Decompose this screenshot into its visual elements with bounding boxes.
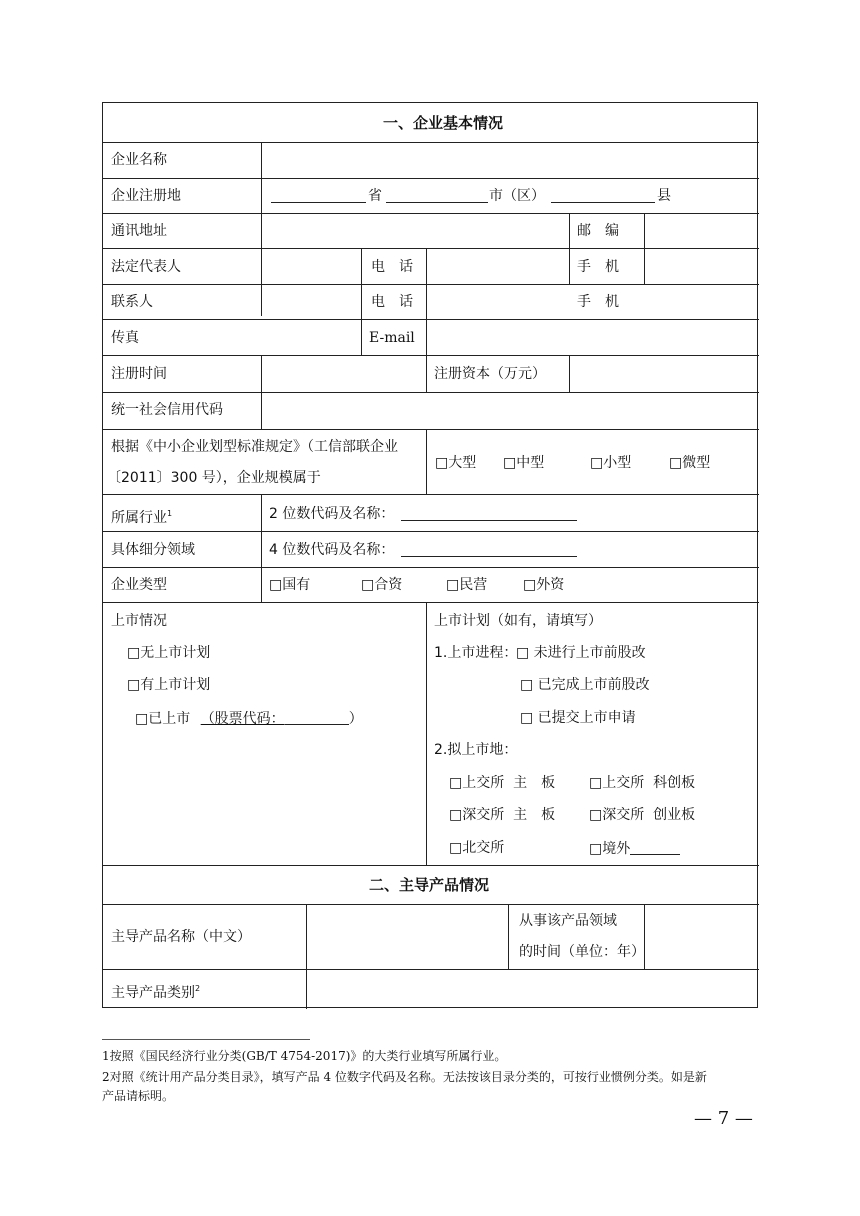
legal-rep-field[interactable] xyxy=(262,249,360,284)
footnote-2-line1: 2对照《统计用产品分类目录》，填写产品 4 位数字代码及名称。无法按该目录分类的，可按行业惯例分类。如是新 xyxy=(102,1070,707,1084)
address-label: 通讯地址 xyxy=(111,223,167,239)
postcode-field[interactable] xyxy=(645,214,758,248)
contact-mobile-field[interactable] xyxy=(645,285,758,319)
email-label: E-mail xyxy=(369,330,415,346)
venue-option-szse-chinext[interactable]: □深交所 创业板 xyxy=(589,807,696,823)
listing-plan-label: 上市计划（如有，请填写） xyxy=(434,613,602,629)
field-time-field[interactable] xyxy=(645,905,758,969)
product-category-label: 主导产品类别$^2$ xyxy=(111,984,201,1001)
row-divider xyxy=(103,865,759,866)
listing-option-has-plan[interactable]: □有上市计划 xyxy=(127,677,211,693)
footnote-ref-2: 2 xyxy=(195,984,201,993)
stock-code-label: （股票代码： xyxy=(200,711,285,727)
listing-option-no-plan[interactable]: □无上市计划 xyxy=(127,645,211,661)
venue-option-overseas[interactable] xyxy=(589,840,680,857)
type-option-jv[interactable]: □合资 xyxy=(361,577,403,593)
company-name-field[interactable] xyxy=(262,143,758,178)
section-title: 二、主导产品情况 xyxy=(369,876,490,894)
progress-option-2[interactable]: □ 已完成上市前股改 xyxy=(520,677,650,693)
venue-label: 2.拟上市地： xyxy=(434,742,518,758)
progress-option-1[interactable]: □ 未进行上市前股改 xyxy=(516,645,646,661)
reg-time-label: 注册时间 xyxy=(111,366,167,382)
stock-code-blank[interactable] xyxy=(285,710,349,725)
listing-option-listed[interactable] xyxy=(135,710,363,727)
col-divider xyxy=(261,494,262,602)
city-blank[interactable] xyxy=(386,188,488,203)
col-divider xyxy=(569,213,570,284)
industry-label: 所属行业$^1$ xyxy=(111,509,173,526)
postcode-label: 邮 编 xyxy=(577,223,619,239)
row-divider xyxy=(103,429,759,430)
reg-capital-field[interactable] xyxy=(570,356,758,392)
venue-option-szse-main[interactable]: □深交所 主 板 xyxy=(449,807,556,823)
row-divider xyxy=(103,494,759,495)
subfield-label: 具体细分领域 xyxy=(111,542,195,558)
page-number: — 7 — xyxy=(694,1108,753,1129)
legal-rep-mobile-field[interactable] xyxy=(645,249,758,284)
stock-code-close: ） xyxy=(348,711,363,727)
row-divider xyxy=(103,567,759,568)
reg-time-field[interactable] xyxy=(262,356,425,392)
contact-phone-label: 电 话 xyxy=(371,294,413,310)
enterprise-info-form xyxy=(102,102,758,1008)
listed-label: □已上市 xyxy=(135,711,191,727)
venue-option-sse-main[interactable]: □上交所 主 板 xyxy=(449,775,556,791)
product-category-field[interactable] xyxy=(307,970,758,1008)
type-label: 企业类型 xyxy=(111,577,167,593)
province-blank[interactable] xyxy=(271,188,366,203)
scale-option-micro[interactable]: □微型 xyxy=(669,455,711,471)
row-divider xyxy=(103,531,759,532)
type-option-foreign[interactable]: □外资 xyxy=(523,577,565,593)
scale-label-line2: 〔2011〕300 号），企业规模属于 xyxy=(107,470,321,486)
progress-option-3[interactable]: □ 已提交上市申请 xyxy=(520,710,636,726)
scale-option-large[interactable]: □大型 xyxy=(435,455,477,471)
credit-code-label: 统一社会信用代码 xyxy=(111,402,223,418)
credit-code-field[interactable] xyxy=(262,393,758,429)
product-name-field[interactable] xyxy=(307,905,507,969)
col-divider xyxy=(508,904,509,969)
type-option-private[interactable]: □民营 xyxy=(446,577,488,593)
overseas-blank[interactable] xyxy=(630,840,680,855)
industry-value-label: 2 位数代码及名称： xyxy=(269,506,395,522)
subfield-value-label: 4 位数代码及名称： xyxy=(269,542,395,558)
legal-rep-phone-field[interactable] xyxy=(427,249,568,284)
industry-code-blank[interactable] xyxy=(401,506,577,521)
email-field[interactable] xyxy=(427,320,758,355)
section-title: 一、企业基本情况 xyxy=(383,114,504,132)
venue-option-sse-star[interactable]: □上交所 科创板 xyxy=(589,775,696,791)
county-label: 县 xyxy=(657,188,671,204)
contact-label: 联系人 xyxy=(111,294,153,310)
footnote-2-line2: 产品请标明。 xyxy=(102,1089,175,1103)
fax-label: 传真 xyxy=(111,330,139,346)
contact-phone-field[interactable] xyxy=(427,285,568,319)
province-label: 省 xyxy=(368,188,382,204)
field-time-label-line2: 的时间（单位：年） xyxy=(519,944,645,960)
row-divider xyxy=(103,602,759,603)
progress-label: 1.上市进程： xyxy=(434,645,518,661)
fax-field[interactable] xyxy=(262,320,360,355)
legal-rep-label: 法定代表人 xyxy=(111,259,181,275)
contact-field[interactable] xyxy=(262,285,360,319)
city-label: 市（区） xyxy=(489,188,545,204)
type-option-state[interactable]: □国有 xyxy=(269,577,311,593)
product-name-label: 主导产品名称（中文） xyxy=(111,929,251,945)
legal-rep-mobile-label: 手 机 xyxy=(577,259,619,275)
venue-option-bse[interactable]: □北交所 xyxy=(449,840,505,856)
listing-label: 上市情况 xyxy=(111,613,167,629)
col-divider xyxy=(426,429,427,494)
scale-label-line1: 根据《中小企业划型标准规定》（工信部联企业 xyxy=(111,439,398,455)
registered-place-label: 企业注册地 xyxy=(111,188,181,204)
reg-capital-label: 注册资本（万元） xyxy=(434,366,546,382)
scale-option-small[interactable]: □小型 xyxy=(590,455,632,471)
col-divider xyxy=(361,248,362,355)
footnote-1: 1按照《国民经济行业分类(GB/T 4754-2017)》的大类行业填写所属行业。 xyxy=(102,1049,507,1063)
row-divider xyxy=(103,178,759,179)
contact-mobile-label: 手 机 xyxy=(577,294,619,310)
col-divider xyxy=(426,355,427,392)
county-blank[interactable] xyxy=(551,188,655,203)
footnote-divider xyxy=(102,1039,310,1040)
footnote-ref-1: 1 xyxy=(167,509,173,518)
company-name-label: 企业名称 xyxy=(111,152,167,168)
subfield-code-blank[interactable] xyxy=(401,542,577,557)
legal-rep-phone-label: 电 话 xyxy=(371,259,413,275)
overseas-label: □境外 xyxy=(589,841,631,857)
scale-option-medium[interactable]: □中型 xyxy=(503,455,545,471)
address-field[interactable] xyxy=(262,214,568,248)
field-time-label-line1: 从事该产品领域 xyxy=(519,913,617,929)
col-divider xyxy=(426,602,427,865)
